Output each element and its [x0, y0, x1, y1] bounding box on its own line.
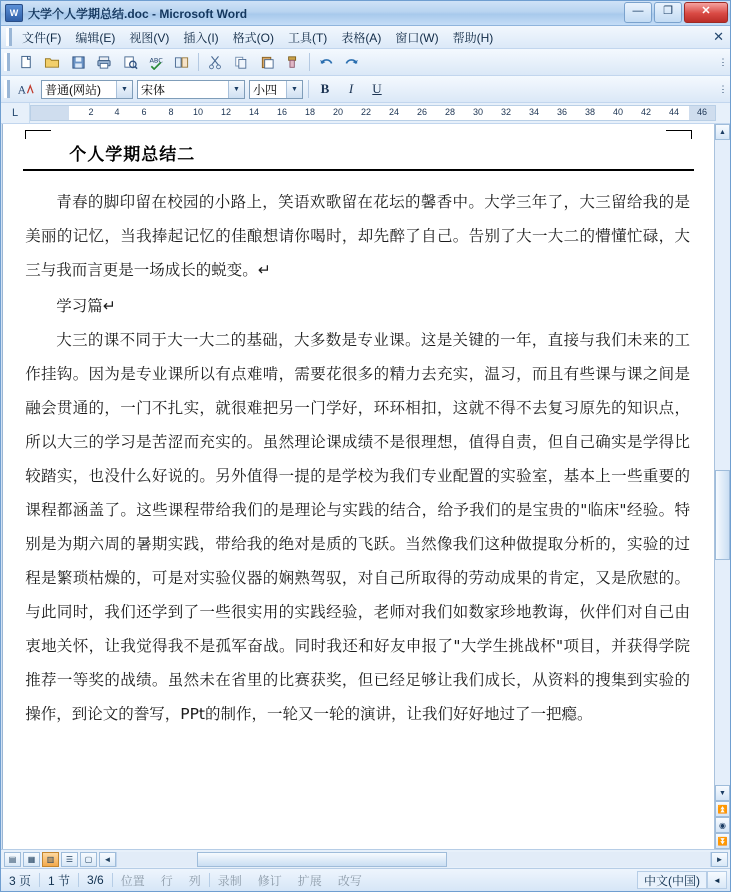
menu-bar — [1, 26, 730, 49]
ruler-tick: 20 — [332, 107, 344, 117]
font-size-chevron-down-icon[interactable]: ▼ — [286, 81, 302, 98]
formatting-separator — [308, 80, 309, 98]
status-position: 位置 — [120, 873, 145, 888]
web-layout-view-button[interactable]: ▦ — [23, 852, 40, 867]
ruler-tick: 44 — [668, 107, 680, 117]
status-arrow-left-icon[interactable]: ◄ — [707, 871, 727, 889]
margin-mark-top-right — [666, 130, 692, 131]
paste-icon[interactable] — [255, 51, 279, 74]
standard-toolbar-overflow[interactable]: ⋮ — [718, 56, 728, 67]
style-value: 普通(网站) — [45, 82, 101, 97]
ruler-left-margin — [31, 106, 69, 120]
window-title: 大学个人学期总结.doc - Microsoft Word — [28, 6, 248, 21]
print-layout-view-button[interactable]: ▥ — [42, 852, 59, 867]
scroll-right-button[interactable]: ► — [711, 852, 728, 867]
ruler-tick: 22 — [360, 107, 372, 117]
close-button[interactable]: ✕ — [684, 2, 728, 23]
font-chevron-down-icon[interactable]: ▼ — [228, 81, 244, 98]
view-buttons — [1, 850, 97, 868]
status-right-group — [637, 869, 730, 891]
font-size-select[interactable] — [249, 80, 303, 99]
style-select[interactable] — [41, 80, 133, 99]
heading-rule — [23, 169, 694, 171]
research-icon[interactable] — [170, 51, 194, 74]
horizontal-scroll-track[interactable] — [116, 852, 711, 867]
vertical-scroll-thumb[interactable] — [715, 470, 730, 560]
status-record-macro[interactable]: 录制 — [217, 873, 242, 888]
ruler-tick: 10 — [192, 107, 204, 117]
maximize-button[interactable]: ❐ — [654, 2, 682, 23]
format-painter-icon[interactable] — [281, 51, 305, 74]
standard-toolbar — [1, 49, 730, 76]
next-page-button[interactable]: ⏬ — [715, 833, 730, 849]
document-area — [1, 124, 730, 849]
ruler-tick: 38 — [584, 107, 596, 117]
reading-layout-view-button[interactable]: ▢ — [80, 852, 97, 867]
ruler-tick: 32 — [500, 107, 512, 117]
ruler-tick: 30 — [472, 107, 484, 117]
ruler-tick: 34 — [528, 107, 540, 117]
svg-text:A: A — [17, 83, 25, 96]
menu-edit[interactable]: 编辑(E) — [75, 30, 116, 45]
horizontal-scroll-thumb[interactable] — [197, 852, 447, 867]
formatting-toolbar — [1, 76, 730, 103]
ruler-tick: 26 — [416, 107, 428, 117]
ruler-tick: 36 — [556, 107, 568, 117]
spelling-check-icon[interactable] — [144, 51, 168, 74]
ruler-tick: 8 — [168, 107, 174, 117]
ruler-tick: 42 — [640, 107, 652, 117]
font-size-value: 小四 — [253, 82, 278, 97]
italic-button[interactable]: I — [348, 81, 354, 96]
window-controls — [624, 2, 728, 23]
styles-formatting-icon[interactable] — [14, 78, 38, 101]
status-language[interactable]: 中文(中国) — [637, 871, 707, 889]
previous-page-button[interactable]: ⏫ — [715, 801, 730, 817]
status-overtype[interactable]: 改写 — [337, 873, 362, 888]
document-heading: 个人学期总结二 — [69, 145, 196, 165]
ruler-tick: 18 — [304, 107, 316, 117]
ruler-tick: 40 — [612, 107, 624, 117]
status-line: 行 — [160, 873, 173, 888]
underline-button[interactable]: U — [372, 81, 382, 96]
print-preview-icon[interactable] — [118, 51, 142, 74]
minimize-button[interactable]: — — [624, 2, 652, 23]
menu-grip[interactable] — [6, 28, 12, 46]
margin-mark-top-left-v — [25, 130, 26, 139]
ruler-tick: 28 — [444, 107, 456, 117]
font-select[interactable] — [137, 80, 245, 99]
vertical-scrollbar[interactable] — [714, 124, 730, 849]
select-browse-object-button[interactable]: ◉ — [715, 817, 730, 833]
title-bar — [1, 1, 730, 26]
scroll-up-button[interactable]: ▲ — [715, 124, 730, 140]
status-page: 3 页 — [9, 873, 32, 888]
normal-view-button[interactable]: ▤ — [4, 852, 21, 867]
menu-tools[interactable]: 工具(T) — [287, 30, 328, 45]
status-extend-selection[interactable]: 扩展 — [297, 873, 322, 888]
ruler-bar — [1, 103, 730, 124]
formatting-toolbar-grip[interactable] — [4, 80, 10, 98]
horizontal-scroll[interactable] — [99, 850, 728, 868]
menu-format[interactable]: 格式(O) — [232, 30, 274, 45]
menu-file[interactable]: 文件(F) — [22, 30, 62, 45]
status-bar — [1, 868, 730, 891]
status-section: 1 节 — [48, 873, 71, 888]
ruler-tick: 24 — [388, 107, 400, 117]
margin-mark-top-right-v — [691, 130, 692, 139]
bold-button[interactable]: B — [320, 81, 330, 96]
cut-icon[interactable] — [203, 51, 227, 74]
close-document-icon[interactable]: ✕ — [713, 29, 724, 44]
menu-view[interactable]: 视图(V) — [129, 30, 170, 45]
vertical-scroll-track[interactable] — [715, 140, 730, 785]
document-paragraph: 青春的脚印留在校园的小路上，笑语欢歌留在花坛的馨香中。大学三年了，大三留给我的是美丽的记忆，当我捧起记忆的佳酿想请你喝时，却先醉了自己。告别了大一大二的懵懂忙碌，大三与我而言更是一场成长的蜕变。↵ — [25, 193, 690, 279]
document-paragraph: 大三的课不同于大一大二的基础，大多数是专业课。这是关键的一年，直接与我们未来的工作挂钩。因为是专业课所以有点难啃，需要花很多的精力去充实，温习，而且有些课与课之间是融会贯通的，一门不扎实，就很难把另一门学好，环环相扣，这就不得不去复习原先的知识点，所以大三的学习是苦涩而充实的。虽然理论课成绩不是很理想，值得自责，但自己确实是学得比较踏实，也没什么好说的。另外值得一提的是学校为我们专业配置的实验室，基本上一些重要的课程都涵盖了。这些课程带给我们的是理论与实践的结合，给予我们的是宝贵的"临床"经验。特别是为期六周的暑期实践，带给我的绝对是质的飞跃。当然像我们这种做提取分析的，实验的过程是繁琐枯燥的，可是对实验仪器的娴熟驾驭，对自己所取得的劳动成果的肯定，又是欣慰的。与此同时，我们还学到了一些很实用的实践经验，老师对我们如数家珍地教诲，伙伴们对自己由衷地关怀，让我觉得我不是孤军奋战。同时我还和好友申报了"大学生挑战杯"项目，并获得学院推荐一等奖的战绩。虽然未在省里的比赛获奖，但已经足够让我们成长，从资料的搜集到实验的操作，到论文的誊写，PPt的制作，一轮又一轮的演讲，让我们好好地过了一把瘾。 — [25, 331, 690, 723]
copy-icon[interactable] — [229, 51, 253, 74]
scroll-left-button[interactable]: ◄ — [99, 852, 116, 867]
scroll-down-button[interactable]: ▼ — [715, 785, 730, 801]
page-margin-marks — [21, 124, 696, 138]
status-page-of-total: 3/6 — [87, 873, 104, 887]
ruler-tick: 12 — [220, 107, 232, 117]
status-track-changes[interactable]: 修订 — [257, 873, 282, 888]
menu-insert[interactable]: 插入(I) — [183, 30, 219, 45]
new-document-icon[interactable] — [14, 51, 38, 74]
ruler-tick: 6 — [141, 107, 147, 117]
menu-table[interactable]: 表格(A) — [341, 30, 382, 45]
font-value: 宋体 — [141, 82, 166, 97]
word-document-icon: W — [5, 4, 23, 22]
open-folder-icon[interactable] — [40, 51, 64, 74]
ruler-tick: 4 — [114, 107, 120, 117]
horizontal-scroll-bar — [1, 849, 730, 868]
undo-icon[interactable] — [314, 51, 338, 74]
print-icon[interactable] — [92, 51, 116, 74]
document-page[interactable] — [3, 124, 714, 849]
status-column: 列 — [188, 873, 201, 888]
ruler-tick: 2 — [88, 107, 94, 117]
menu-window[interactable]: 窗口(W) — [395, 30, 439, 45]
tab-stop-selector[interactable]: L — [1, 103, 30, 123]
ruler-tick: 14 — [248, 107, 260, 117]
style-chevron-down-icon[interactable]: ▼ — [116, 81, 132, 98]
redo-icon[interactable] — [340, 51, 364, 74]
toolbar-separator — [198, 53, 199, 71]
document-paragraph: 学习篇↵ — [56, 297, 116, 315]
toolbar-separator-2 — [309, 53, 310, 71]
save-icon[interactable] — [66, 51, 90, 74]
outline-view-button[interactable]: ☰ — [61, 852, 78, 867]
ruler-tick: 16 — [276, 107, 288, 117]
ruler-tick: 46 — [696, 107, 708, 117]
standard-toolbar-grip[interactable] — [4, 53, 10, 71]
svg-text:ABC: ABC — [149, 56, 163, 64]
menu-help[interactable]: 帮助(H) — [452, 30, 494, 45]
horizontal-ruler[interactable] — [30, 105, 716, 121]
margin-mark-top-left — [25, 130, 51, 131]
formatting-toolbar-overflow[interactable]: ⋮ — [718, 83, 728, 94]
